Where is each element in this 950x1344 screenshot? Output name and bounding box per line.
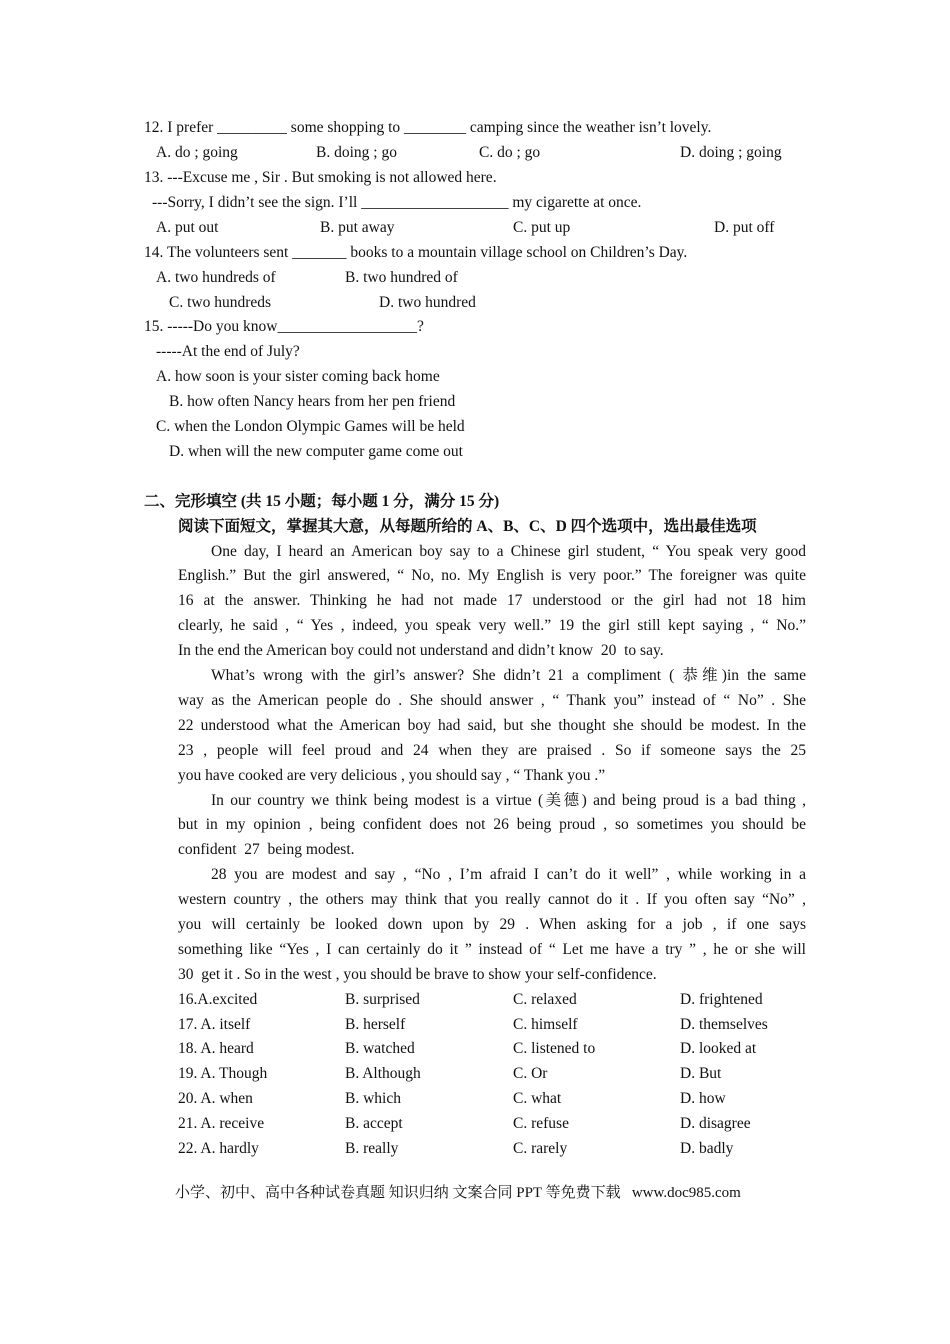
q15-option-d: D. when will the new computer game come out <box>169 443 463 460</box>
passage-p3-line3: confident 27 being modest. <box>178 841 355 858</box>
option-17-c: C. himself <box>513 1016 578 1033</box>
option-20-a: 20. A. when <box>178 1090 253 1107</box>
passage-p1-line2: English.” But the girl answered, “ No, no. My English is very poor.” The foreigner was quite <box>178 567 806 584</box>
q14-option-c: C. two hundreds <box>169 294 272 311</box>
option-21-a: 21. A. receive <box>178 1115 265 1132</box>
option-19-c: C. Or <box>513 1065 548 1082</box>
passage-p1-line1: One day, I heard an American boy say to a Chinese girl student, “ You speak very good <box>211 543 806 560</box>
q15-option-c: C. when the London Olympic Games will be held <box>156 418 465 435</box>
passage-p1-line3: 16 at the answer. Thinking he had not made 17 understood or the girl had not 18 him <box>178 592 806 609</box>
q13-option-c: C. put up <box>513 219 571 236</box>
option-21-b: B. accept <box>345 1115 403 1132</box>
option-18-c: C. listened to <box>513 1040 596 1057</box>
passage-p2-line1: What’s wrong with the girl’s answer? She didn’t 21 a compliment ( 恭维)in the same <box>211 667 806 684</box>
q12-option-d: D. doing ; going <box>680 144 782 161</box>
option-22-d: D. badly <box>680 1140 734 1157</box>
passage-p3-line2: but in my opinion , being confident does not 26 being proud , so sometimes you should be <box>178 816 806 833</box>
q15-stem-reply: -----At the end of July? <box>156 343 300 360</box>
option-20-b: B. which <box>345 1090 401 1107</box>
option-18-a: 18. A. heard <box>178 1040 254 1057</box>
option-17-b: B. herself <box>345 1016 406 1033</box>
option-19-b: B. Although <box>345 1065 421 1082</box>
option-20-c: C. what <box>513 1090 562 1107</box>
passage-p4-line5: 30 get it . So in the west , you should be brave to show your self-confidence. <box>178 966 657 983</box>
q12-option-a: A. do ; going <box>156 144 238 161</box>
option-19-d: D. But <box>680 1065 722 1082</box>
passage-p1-line5: In the end the American boy could not understand and didn’t know 20 to say. <box>178 642 664 659</box>
option-22-c: C. rarely <box>513 1140 568 1157</box>
passage-p3-line1: In our country we think being modest is a virtue (美德) and being proud is a bad thing , <box>211 792 806 809</box>
q15-option-b: B. how often Nancy hears from her pen friend <box>169 393 456 410</box>
option-19-a: 19. A. Though <box>178 1065 268 1082</box>
q14-option-a: A. two hundreds of <box>156 269 276 286</box>
passage-p4-line1: 28 you are modest and say , “No , I’m afraid I can’t do it well” , while working in a <box>211 866 806 883</box>
option-21-c: C. refuse <box>513 1115 569 1132</box>
q13-option-d: D. put off <box>714 219 775 236</box>
q13-option-b: B. put away <box>320 219 395 236</box>
passage-p2-line2: way as the American people do . She should answer , “ Thank you” instead of “ No” . She <box>178 692 806 709</box>
option-20-d: D. how <box>680 1090 726 1107</box>
q15-stem: 15. -----Do you know__________________? <box>144 318 424 335</box>
passage-p2-line4: 23 , people will feel proud and 24 when they are praised . So if someone says the 25 <box>178 742 806 759</box>
passage-p2-line3: 22 understood what the American boy had said, but she thought she should be modest. In the <box>178 717 806 734</box>
option-22-a: 22. A. hardly <box>178 1140 259 1157</box>
passage-p4-line4: something like “Yes , I can certainly do it ” instead of “ Let me have a try ” , he or she will <box>178 941 806 958</box>
option-16-d: D. frightened <box>680 991 763 1008</box>
passage-p4-line2: western country , the others may think that you really cannot do it . If you often say “No” , <box>178 891 806 908</box>
option-22-b: B. really <box>345 1140 399 1157</box>
option-18-d: D. looked at <box>680 1040 757 1057</box>
q14-stem: 14. The volunteers sent _______ books to a mountain village school on Children’s Day. <box>144 244 688 261</box>
option-16-b: B. surprised <box>345 991 420 1008</box>
q13-stem: 13. ---Excuse me , Sir . But smoking is not allowed here. <box>144 169 497 186</box>
q12-stem: 12. I prefer _________ some shopping to ________ camping since the weather isn’t lovely. <box>144 119 712 136</box>
passage-p1-line4: clearly, he said , “ Yes , indeed, you speak very well.” 19 the girl still kept saying , “ No.” <box>178 617 806 634</box>
option-21-d: D. disagree <box>680 1115 751 1132</box>
q12-option-c: C. do ; go <box>479 144 541 161</box>
q13-stem-reply: ---Sorry, I didn’t see the sign. I’ll ___________________ my cigarette at once. <box>152 194 642 211</box>
passage-p4-line3: you will certainly be looked down upon by 29 . When asking for a job , if one says <box>178 916 806 933</box>
passage-p2-line5: you have cooked are very delicious , you should say , “ Thank you .” <box>178 767 606 784</box>
page-footer: 小学、初中、高中各种试卷真题 知识归纳 文案合同 PPT 等免费下载 www.doc985.com <box>175 1185 741 1201</box>
option-16-a: 16.A.excited <box>178 991 258 1008</box>
option-18-b: B. watched <box>345 1040 415 1057</box>
q15-option-a: A. how soon is your sister coming back home <box>156 368 440 385</box>
q12-option-b: B. doing ; go <box>316 144 397 161</box>
section-heading: 二、完形填空 (共 15 小题；每小题 1 分，满分 15 分) <box>144 493 500 510</box>
q14-option-b: B. two hundred of <box>345 269 458 286</box>
option-16-c: C. relaxed <box>513 991 577 1008</box>
q13-option-a: A. put out <box>156 219 219 236</box>
q14-option-d: D. two hundred <box>379 294 476 311</box>
option-17-a: 17. A. itself <box>178 1016 251 1033</box>
option-17-d: D. themselves <box>680 1016 768 1033</box>
section-instruction: 阅读下面短文，掌握其大意，从每题所给的 A、B、C、D 四个选项中，选出最佳选项 <box>178 518 757 535</box>
